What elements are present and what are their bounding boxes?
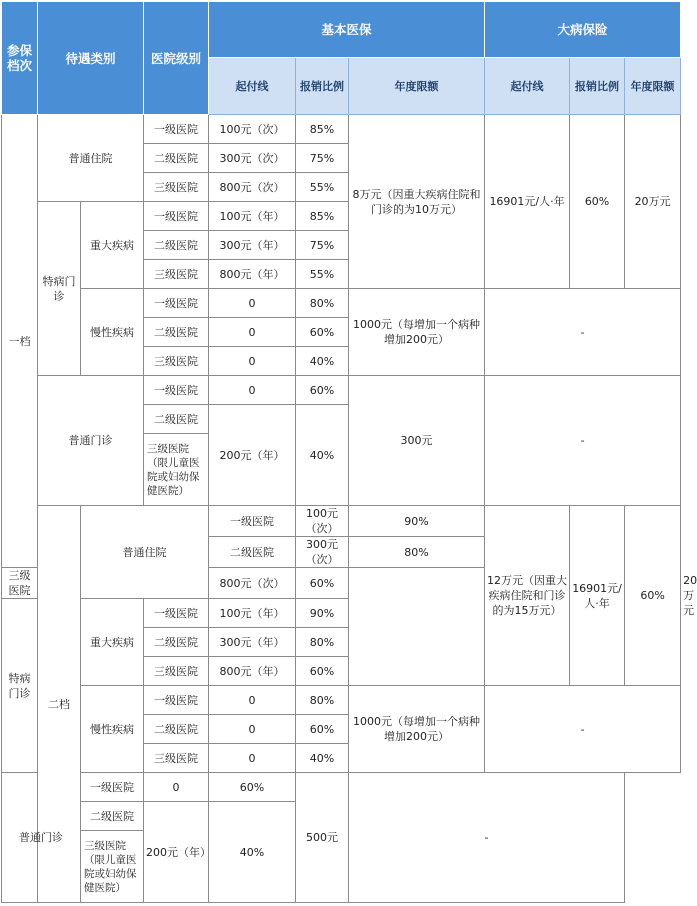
ratio-cell: 80% xyxy=(296,686,349,715)
ratio-cell: 75% xyxy=(296,144,349,173)
category-special-outpatient: 特病门诊 xyxy=(2,599,38,773)
threshold-cell: 0 xyxy=(209,376,296,405)
threshold-cell: 200元（年） xyxy=(209,405,296,506)
hospital-level: 三级医院 xyxy=(144,260,209,289)
header-basic-ratio: 报销比例 xyxy=(296,58,349,115)
threshold-cell: 0 xyxy=(209,715,296,744)
hospital-level: 三级医院 xyxy=(2,568,38,599)
hospital-level: 三级医院 xyxy=(144,347,209,376)
ratio-cell: 90% xyxy=(349,506,485,537)
tier-label: 一档 xyxy=(2,115,38,568)
hospital-level: 一级医院 xyxy=(144,115,209,144)
threshold-cell: 800元（年） xyxy=(209,657,296,686)
hospital-level: 一级医院 xyxy=(144,686,209,715)
header-critical-insurance: 大病保险 xyxy=(485,2,681,58)
critical-threshold: 16901元/人·年 xyxy=(485,115,570,289)
header-treatment: 待遇类别 xyxy=(38,2,144,115)
hospital-level-note: 三级医院（限儿童医院或妇幼保健医院） xyxy=(144,434,209,506)
header-critical-threshold: 起付线 xyxy=(485,58,570,115)
hospital-level: 一级医院 xyxy=(144,289,209,318)
threshold-cell: 100元（次） xyxy=(209,115,296,144)
threshold-cell: 300元（年） xyxy=(209,628,296,657)
ratio-cell: 55% xyxy=(296,260,349,289)
threshold-cell: 800元（年） xyxy=(209,260,296,289)
ratio-cell: 40% xyxy=(296,347,349,376)
hospital-level: 一级医院 xyxy=(144,202,209,231)
ratio-cell: 90% xyxy=(296,599,349,628)
subcategory-major-disease: 重大疾病 xyxy=(81,202,144,289)
header-hospital-level: 医院级别 xyxy=(144,2,209,115)
ratio-cell: 55% xyxy=(296,173,349,202)
tier-label: 二档 xyxy=(38,506,81,903)
threshold-cell: 300元（年） xyxy=(209,231,296,260)
hospital-level: 二级医院 xyxy=(144,231,209,260)
table-row: 二档 普通住院 一级医院 100元（次） 90% 12万元（因重大疾病住院和门诊的为15万元） 16901元/人·年 60% 20万元 xyxy=(2,506,681,537)
ratio-cell: 60% xyxy=(296,568,349,599)
header-critical-ratio: 报销比例 xyxy=(570,58,625,115)
ratio-cell: 85% xyxy=(296,115,349,144)
subcategory-chronic-disease: 慢性疾病 xyxy=(81,289,144,376)
threshold-cell: 800元（次） xyxy=(209,173,296,202)
hospital-level: 一级医院 xyxy=(144,376,209,405)
hospital-level: 二级医院 xyxy=(144,318,209,347)
critical-not-applicable: - xyxy=(485,376,681,506)
ratio-cell: 40% xyxy=(296,744,349,773)
outpatient-annual-limit: 500元 xyxy=(296,773,349,903)
threshold-cell: 100元（年） xyxy=(209,202,296,231)
ratio-cell: 80% xyxy=(296,289,349,318)
header-basic-threshold: 起付线 xyxy=(209,58,296,115)
header-tier: 参保档次 xyxy=(2,2,38,115)
hospital-level: 三级医院 xyxy=(144,173,209,202)
table-row xyxy=(2,289,681,318)
header-critical-limit: 年度限额 xyxy=(625,58,681,115)
threshold-cell: 0 xyxy=(209,744,296,773)
threshold-cell: 100元（年） xyxy=(209,599,296,628)
ratio-cell: 60% xyxy=(296,318,349,347)
ratio-cell: 60% xyxy=(296,657,349,686)
threshold-cell: 300元（次） xyxy=(296,537,349,568)
outpatient-annual-limit: 300元 xyxy=(349,376,485,506)
critical-ratio: 60% xyxy=(570,115,625,289)
table-row xyxy=(2,376,681,405)
critical-threshold: 16901元/人·年 xyxy=(570,506,625,686)
table-row xyxy=(2,773,681,802)
threshold-cell: 200元（年） xyxy=(144,802,209,903)
hospital-level: 三级医院 xyxy=(144,744,209,773)
table-row xyxy=(2,115,681,144)
critical-ratio: 60% xyxy=(625,506,681,686)
category-special-outpatient: 特病门诊 xyxy=(38,202,81,376)
category-inpatient: 普通住院 xyxy=(38,115,144,202)
chronic-annual-limit: 1000元（每增加一个病种增加200元） xyxy=(349,289,485,376)
threshold-cell: 800元（次） xyxy=(209,568,296,599)
critical-not-applicable: - xyxy=(349,773,625,903)
ratio-cell: 40% xyxy=(296,405,349,506)
ratio-cell: 85% xyxy=(296,202,349,231)
header-basic-insurance: 基本医保 xyxy=(209,2,485,58)
ratio-cell: 60% xyxy=(296,376,349,405)
hospital-level: 二级医院 xyxy=(209,537,296,568)
subcategory-major-disease: 重大疾病 xyxy=(81,599,144,686)
hospital-level-note: 三级医院（限儿童医院或妇幼保健医院） xyxy=(81,831,144,903)
category-inpatient: 普通住院 xyxy=(81,506,209,599)
threshold-cell: 0 xyxy=(209,686,296,715)
hospital-level: 二级医院 xyxy=(81,802,144,831)
hospital-level: 二级医院 xyxy=(144,405,209,434)
critical-not-applicable: - xyxy=(485,686,681,773)
category-general-outpatient: 普通门诊 xyxy=(38,376,144,506)
ratio-cell: 80% xyxy=(349,537,485,568)
threshold-cell: 300元（次） xyxy=(209,144,296,173)
threshold-cell: 0 xyxy=(209,289,296,318)
hospital-level: 一级医院 xyxy=(144,599,209,628)
ratio-cell: 60% xyxy=(209,773,296,802)
critical-limit: 20万元 xyxy=(625,115,681,289)
threshold-cell: 0 xyxy=(209,318,296,347)
ratio-cell: 80% xyxy=(296,628,349,657)
basic-annual-limit: 12万元（因重大疾病住院和门诊的为15万元） xyxy=(485,506,570,686)
table-row xyxy=(2,686,681,715)
hospital-level: 二级医院 xyxy=(144,628,209,657)
threshold-cell: 0 xyxy=(144,773,209,802)
medical-insurance-table xyxy=(1,1,697,903)
hospital-level: 三级医院 xyxy=(144,657,209,686)
critical-not-applicable: - xyxy=(485,289,681,376)
subcategory-chronic-disease: 慢性疾病 xyxy=(81,686,144,773)
hospital-level: 一级医院 xyxy=(209,506,296,537)
header-basic-limit: 年度限额 xyxy=(349,58,485,115)
hospital-level: 二级医院 xyxy=(144,715,209,744)
hospital-level: 二级医院 xyxy=(144,144,209,173)
threshold-cell: 0 xyxy=(209,347,296,376)
ratio-cell: 40% xyxy=(209,802,296,903)
ratio-cell: 75% xyxy=(296,231,349,260)
threshold-cell: 100元（次） xyxy=(296,506,349,537)
ratio-cell: 60% xyxy=(296,715,349,744)
category-general-outpatient: 普通门诊 xyxy=(2,773,81,903)
chronic-annual-limit: 1000元（每增加一个病种增加200元） xyxy=(349,686,485,773)
hospital-level: 一级医院 xyxy=(81,773,144,802)
basic-annual-limit: 8万元（因重大疾病住院和门诊的为10万元） xyxy=(349,115,485,289)
